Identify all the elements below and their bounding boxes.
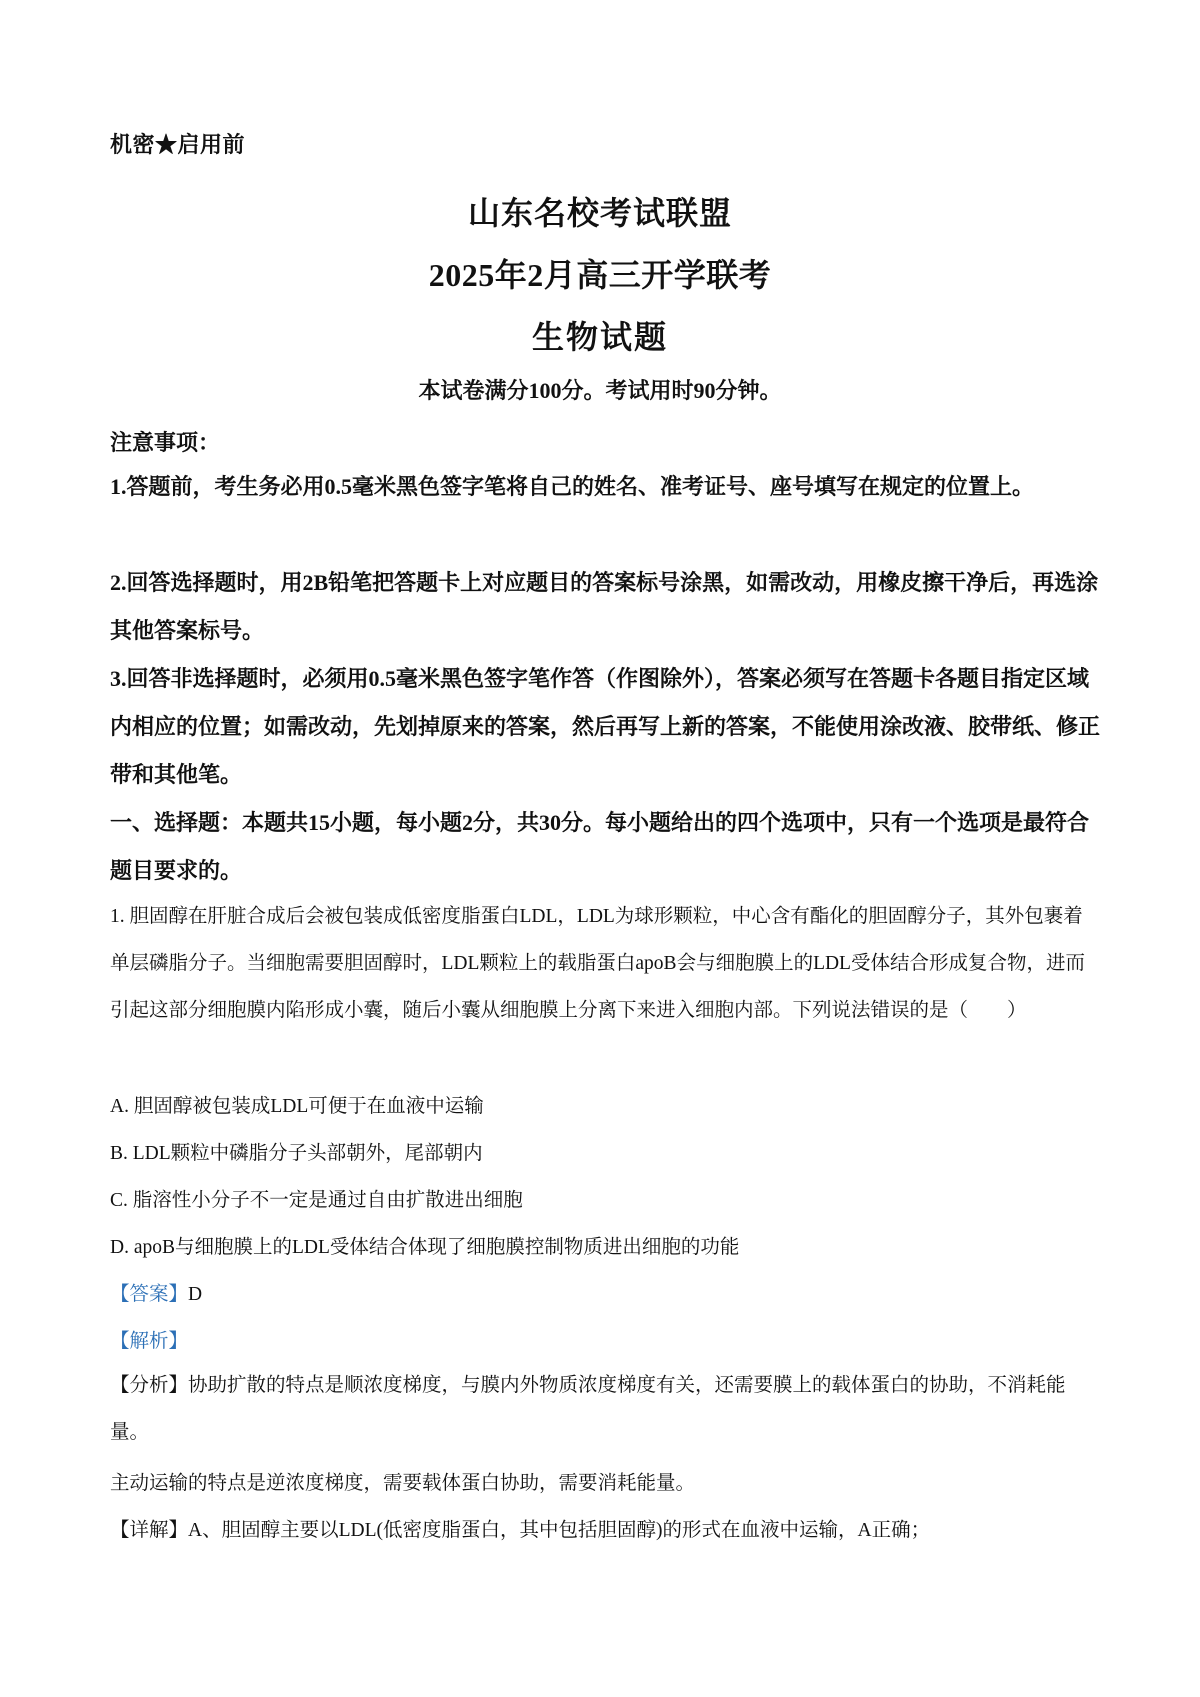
xiangjie-line bbox=[110, 1514, 930, 1542]
question-stem: 1. 胆固醇在肝脏合成后会被包装成低密度脂蛋白LDL，LDL为球形颗粒，中心含有酯化的胆固醇分子，其外包裹着单层磷脂分子。当细胞需要胆固醇时，LDL颗粒上的载脂蛋白apoB会与细胞膜上的LDL受体结合形成复合物，进而引起这部分细胞膜内陷形成小囊，随后小囊从细胞膜上分离下来进入细胞内部。下列说法错误的是（ ） bbox=[110, 906, 1085, 1021]
note-item-3: 3.回答非选择题时，必须用0.5毫米黑色签字笔作答（作图除外），答案必须写在答题卡各题目指定区域内相应的位置；如需改动，先划掉原来的答案，然后再写上新的答案，不能使用涂改液、胶带纸、修正带和其他笔。 bbox=[110, 666, 1101, 787]
option-b: B. LDL颗粒中磷脂分子头部朝外，尾部朝内 bbox=[110, 1143, 483, 1164]
notes-heading: 注意事项： bbox=[110, 430, 221, 455]
exam-info: 本试卷满分100分。考试用时90分钟。 bbox=[418, 378, 782, 403]
answer-line bbox=[110, 1278, 202, 1306]
analysis-heading bbox=[110, 1325, 188, 1353]
answer-value: D bbox=[188, 1284, 203, 1305]
exam-title: 2025年2月高三开学联考 bbox=[428, 257, 772, 293]
note-item-1: 1.答题前，考生务必用0.5毫米黑色签字笔将自己的姓名、准考证号、座号填写在规定的位置上。 bbox=[110, 474, 1035, 499]
fenxi-paragraph bbox=[110, 1362, 1100, 1456]
analysis-label: 【解析】 bbox=[110, 1331, 189, 1352]
fenxi-label: 【分析】 bbox=[110, 1375, 189, 1396]
subject-title: 生物试题 bbox=[531, 319, 668, 355]
fenxi-text: 协助扩散的特点是顺浓度梯度，与膜内外物质浓度梯度有关，还需要膜上的载体蛋白的协助，不消耗能量。 bbox=[110, 1375, 1066, 1443]
confidential-mark: 机密★启用前 bbox=[110, 132, 246, 157]
note-item-2: 2.回答选择题时，用2B铅笔把答题卡上对应题目的答案标号涂黑，如需改动，用橡皮擦干净后，再选涂其他答案标号。 bbox=[110, 570, 1099, 643]
active-transport-line: 主动运输的特点是逆浓度梯度，需要载体蛋白协助，需要消耗能量。 bbox=[110, 1473, 696, 1494]
xiangjie-label: 【详解】 bbox=[110, 1520, 189, 1541]
answer-label: 【答案】 bbox=[110, 1284, 189, 1305]
section-heading: 一、选择题：本题共15小题，每小题2分，共30分。每小题给出的四个选项中，只有一个选项是最符合题目要求的。 bbox=[110, 810, 1090, 883]
option-a: A. 胆固醇被包装成LDL可便于在血液中运输 bbox=[110, 1096, 484, 1117]
option-c: C. 脂溶性小分子不一定是通过自由扩散进出细胞 bbox=[110, 1190, 523, 1211]
option-d: D. apoB与细胞膜上的LDL受体结合体现了细胞膜控制物质进出细胞的功能 bbox=[110, 1237, 740, 1258]
xiangjie-text: A、胆固醇主要以LDL(低密度脂蛋白，其中包括胆固醇)的形式在血液中运输，A正确； bbox=[188, 1520, 931, 1541]
org-title: 山东名校考试联盟 bbox=[467, 195, 732, 231]
